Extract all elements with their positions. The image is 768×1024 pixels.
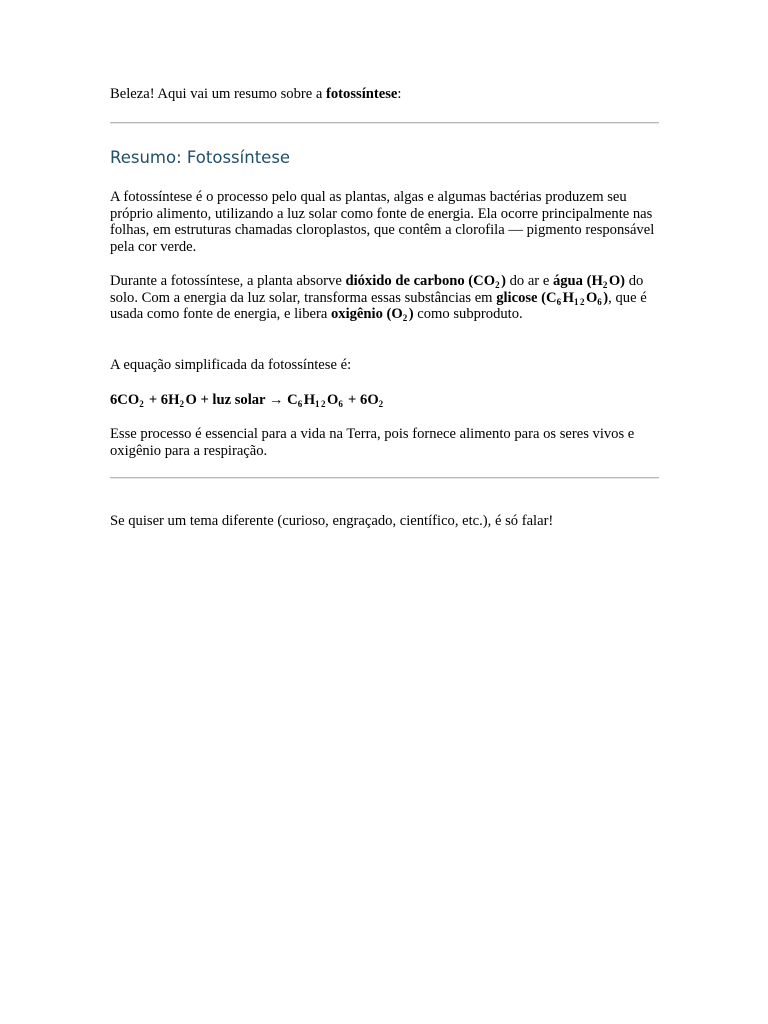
paragraph-process	[110, 273, 659, 323]
eq-sub-3: 6	[297, 399, 304, 409]
intro-colon: :	[397, 86, 402, 102]
process-text-4: , que é usada como fonte de energia, e libera	[110, 289, 647, 323]
eq-part-1: 6CO	[110, 392, 140, 408]
co2-subscript: 2	[495, 280, 502, 290]
eq-part-6: + 6O	[344, 392, 379, 408]
intro-paragraph	[110, 86, 659, 103]
horizontal-divider-bottom	[110, 477, 659, 479]
glucose-term-close: )	[603, 289, 609, 306]
eq-part-2: + 6H	[145, 392, 180, 408]
eq-sub-4: 12	[315, 399, 328, 409]
eq-sub-1: 2	[139, 399, 146, 409]
intro-bold-topic: fotossíntese	[326, 86, 398, 102]
closing-paragraph: Se quiser um tema diferente (curioso, engraçado, científico, etc.), é só falar!	[110, 513, 554, 529]
water-term-close: O)	[608, 273, 626, 289]
water-term	[553, 273, 625, 289]
glucose-h: H	[562, 289, 574, 306]
horizontal-divider-top	[110, 122, 659, 124]
co2-term-close: )	[501, 273, 506, 289]
eq-part-4: H	[303, 392, 316, 408]
chemical-equation	[110, 392, 659, 409]
eq-part-5: O	[327, 392, 339, 408]
glucose-term-label: glicose (C	[496, 289, 557, 306]
eq-sub-6: 2	[378, 399, 385, 409]
oxygen-term-label: oxigênio (O	[330, 306, 403, 323]
process-text-3: do solo. Com a energia da luz solar, transforma essas substâncias em	[110, 273, 644, 306]
water-term-label: água (H	[552, 273, 603, 289]
process-text-5: como subproduto.	[413, 306, 523, 323]
oxygen-term	[331, 306, 414, 322]
water-subscript: 2	[602, 280, 609, 290]
oxygen-term-close: )	[408, 306, 414, 323]
glucose-sub-o: 6	[597, 296, 604, 307]
co2-term-label: dióxido de carbono (CO	[345, 273, 496, 289]
eq-part-3: O + luz solar → C	[185, 392, 298, 408]
glucose-sub-c: 6	[556, 296, 563, 307]
section-heading: Resumo: Fotossíntese	[110, 148, 291, 167]
glucose-term	[496, 290, 608, 306]
eq-sub-5: 6	[338, 399, 345, 409]
paragraph-definition: A fotossíntese é o processo pelo qual as plantas, algas e algumas bactérias produzem seu próprio alimento, utilizando a luz solar como fonte de energia. Ela ocorre principalmente nas folhas, em estruturas chamadas cloroplastos, que contêm a clorofila — pigmento responsável pela cor verde.	[110, 189, 655, 256]
glucose-o: O	[585, 289, 598, 306]
glucose-sub-h: 12	[573, 296, 586, 307]
process-text-2: do ar e	[505, 273, 553, 289]
intro-text: Beleza! Aqui vai um resumo sobre a	[110, 86, 327, 102]
paragraph-equation-intro: A equação simplificada da fotossíntese é:	[110, 357, 352, 373]
paragraph-importance: Esse processo é essencial para a vida na Terra, pois fornece alimento para os seres vivos e oxigênio para a respiração.	[110, 426, 635, 459]
process-text-1: Durante a fotossíntese, a planta absorve	[110, 273, 346, 289]
eq-sub-2: 2	[179, 399, 186, 409]
oxygen-subscript: 2	[402, 313, 409, 324]
co2-term	[345, 273, 505, 289]
